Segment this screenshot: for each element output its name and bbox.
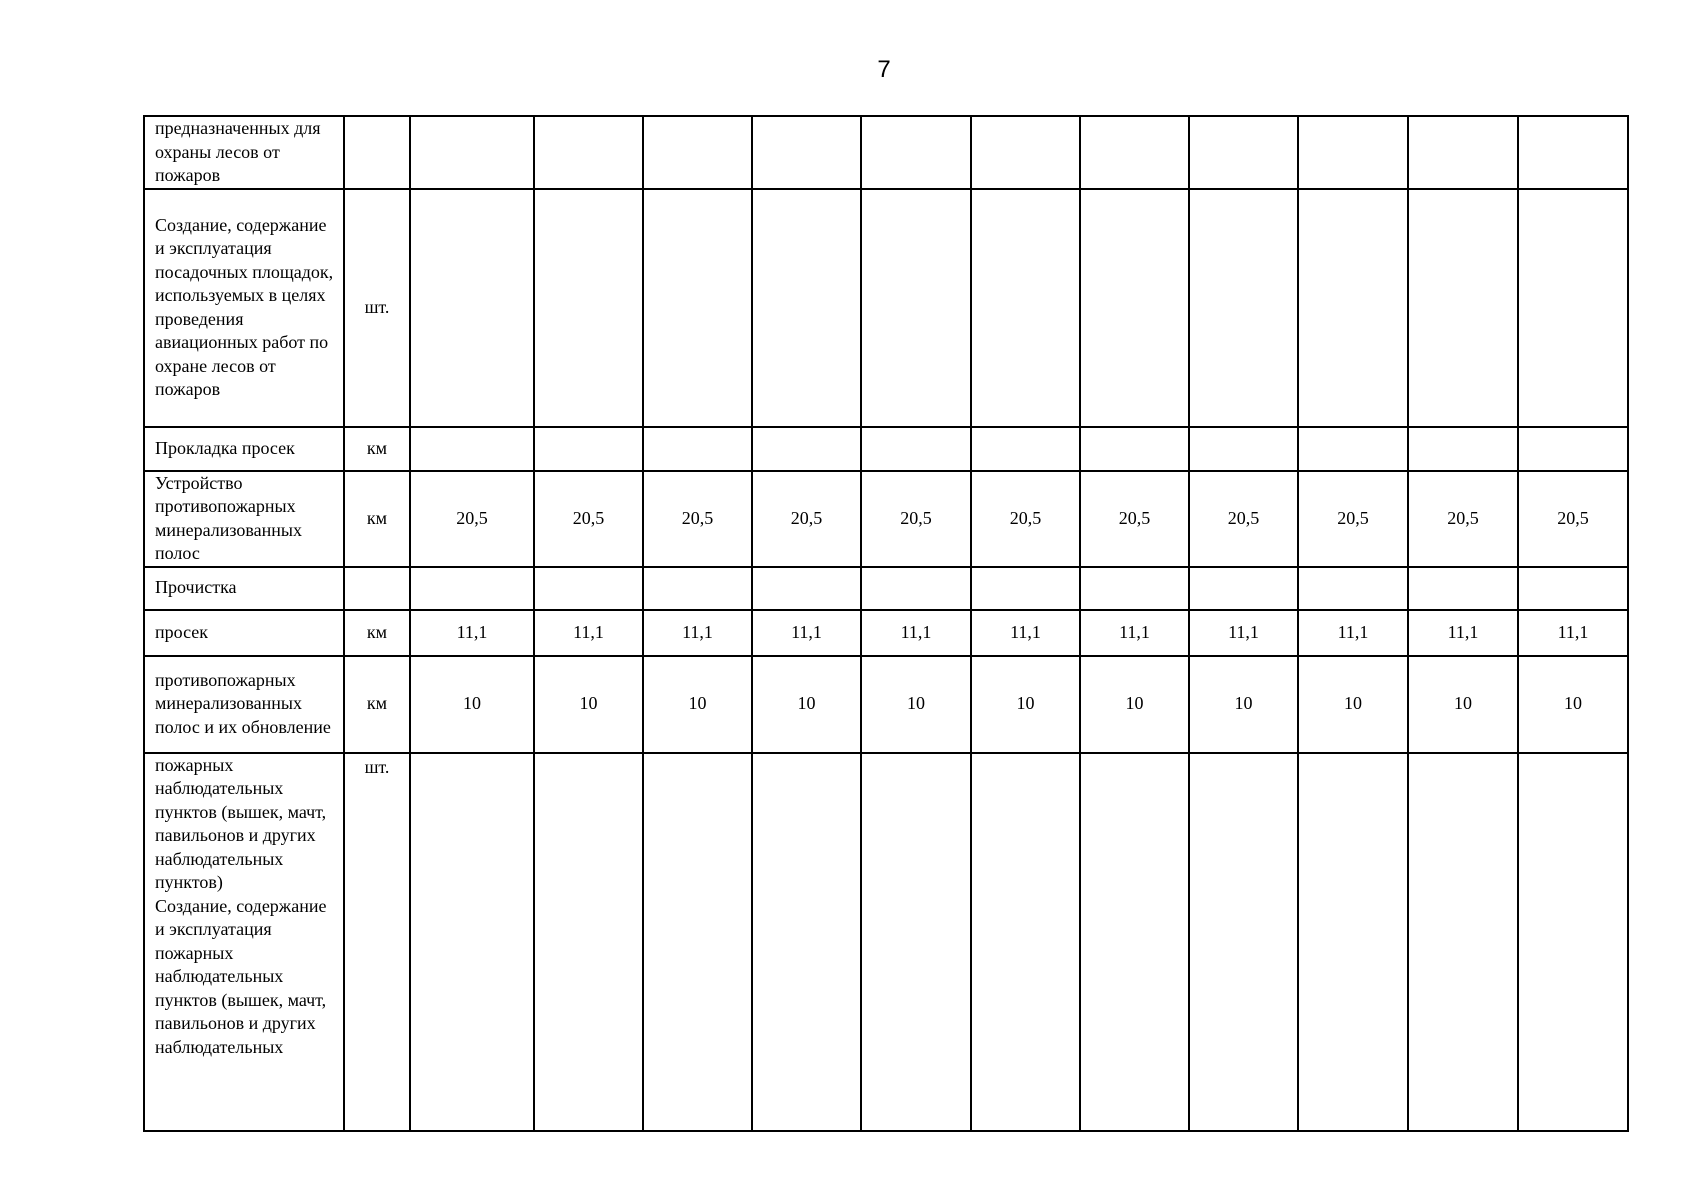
value-cell bbox=[1408, 753, 1518, 1131]
value-cell: 20,5 bbox=[1189, 471, 1298, 567]
value-cell: 10 bbox=[1080, 656, 1189, 753]
table-row bbox=[144, 610, 1628, 656]
value-cell bbox=[752, 567, 861, 610]
value-cell bbox=[971, 189, 1080, 427]
value-cell: 20,5 bbox=[1518, 471, 1628, 567]
table-row bbox=[144, 427, 1628, 471]
value-cell: 20,5 bbox=[1408, 471, 1518, 567]
value-cell bbox=[971, 753, 1080, 1131]
value-cell bbox=[534, 567, 643, 610]
row-name-cell: противопожарных минерализованных полос и их обновление bbox=[144, 656, 344, 753]
row-name-cell: просек bbox=[144, 610, 344, 656]
value-cell bbox=[534, 189, 643, 427]
value-cell bbox=[971, 427, 1080, 471]
value-cell: 10 bbox=[1408, 656, 1518, 753]
value-cell bbox=[1080, 116, 1189, 189]
table-body bbox=[144, 116, 1628, 1131]
value-cell bbox=[1518, 753, 1628, 1131]
value-cell bbox=[752, 189, 861, 427]
value-cell: 11,1 bbox=[410, 610, 534, 656]
row-unit-cell: км bbox=[344, 427, 410, 471]
value-cell bbox=[1189, 116, 1298, 189]
value-cell: 20,5 bbox=[410, 471, 534, 567]
value-cell bbox=[1408, 567, 1518, 610]
value-cell: 20,5 bbox=[1298, 471, 1408, 567]
row-unit-cell bbox=[344, 116, 410, 189]
value-cell bbox=[410, 189, 534, 427]
row-name-cell: Устройство противопожарных минерализованных полос bbox=[144, 471, 344, 567]
row-unit-cell: км bbox=[344, 656, 410, 753]
value-cell: 10 bbox=[410, 656, 534, 753]
value-cell: 20,5 bbox=[861, 471, 971, 567]
value-cell: 11,1 bbox=[861, 610, 971, 656]
value-cell: 10 bbox=[752, 656, 861, 753]
value-cell bbox=[1189, 189, 1298, 427]
value-cell bbox=[643, 567, 752, 610]
value-cell bbox=[1298, 567, 1408, 610]
value-cell: 20,5 bbox=[1080, 471, 1189, 567]
table-row bbox=[144, 189, 1628, 427]
value-cell bbox=[971, 116, 1080, 189]
table-row bbox=[144, 753, 1628, 1131]
value-cell bbox=[1189, 753, 1298, 1131]
value-cell bbox=[1298, 427, 1408, 471]
value-cell bbox=[1080, 567, 1189, 610]
value-cell bbox=[410, 753, 534, 1131]
row-unit-cell: шт. bbox=[344, 189, 410, 427]
value-cell bbox=[1080, 189, 1189, 427]
value-cell bbox=[1298, 189, 1408, 427]
value-cell: 10 bbox=[971, 656, 1080, 753]
value-cell bbox=[410, 427, 534, 471]
report-table bbox=[143, 115, 1629, 1132]
value-cell bbox=[643, 427, 752, 471]
page-number: 7 bbox=[877, 56, 891, 83]
row-name-cell: Прочистка bbox=[144, 567, 344, 610]
value-cell bbox=[1408, 189, 1518, 427]
value-cell bbox=[1518, 427, 1628, 471]
row-name-cell: Прокладка просек bbox=[144, 427, 344, 471]
value-cell bbox=[1298, 116, 1408, 189]
value-cell bbox=[861, 189, 971, 427]
value-cell bbox=[752, 753, 861, 1131]
value-cell: 20,5 bbox=[534, 471, 643, 567]
row-name-cell: предназначенных для охраны лесов от пожаров bbox=[144, 116, 344, 189]
table-row bbox=[144, 471, 1628, 567]
row-unit-cell bbox=[344, 567, 410, 610]
value-cell bbox=[861, 427, 971, 471]
value-cell bbox=[861, 116, 971, 189]
value-cell bbox=[534, 427, 643, 471]
value-cell: 10 bbox=[1298, 656, 1408, 753]
value-cell bbox=[534, 753, 643, 1131]
value-cell bbox=[643, 189, 752, 427]
value-cell bbox=[971, 567, 1080, 610]
value-cell bbox=[1298, 753, 1408, 1131]
row-unit-cell: км bbox=[344, 610, 410, 656]
value-cell bbox=[1518, 567, 1628, 610]
value-cell bbox=[861, 753, 971, 1131]
value-cell: 11,1 bbox=[534, 610, 643, 656]
value-cell: 10 bbox=[1189, 656, 1298, 753]
value-cell: 10 bbox=[643, 656, 752, 753]
value-cell bbox=[1408, 427, 1518, 471]
table-row bbox=[144, 567, 1628, 610]
value-cell bbox=[1518, 189, 1628, 427]
value-cell: 10 bbox=[534, 656, 643, 753]
row-name-cell: Создание, содержание и эксплуатация посадочных площадок, используемых в целях проведения авиационных работ по охране лесов от пожаров bbox=[144, 189, 344, 427]
value-cell bbox=[1408, 116, 1518, 189]
value-cell: 20,5 bbox=[752, 471, 861, 567]
value-cell bbox=[1189, 567, 1298, 610]
value-cell: 20,5 bbox=[643, 471, 752, 567]
value-cell bbox=[1080, 753, 1189, 1131]
value-cell bbox=[1080, 427, 1189, 471]
value-cell: 20,5 bbox=[971, 471, 1080, 567]
value-cell bbox=[1189, 427, 1298, 471]
value-cell bbox=[752, 116, 861, 189]
value-cell bbox=[410, 567, 534, 610]
value-cell bbox=[410, 116, 534, 189]
value-cell: 10 bbox=[1518, 656, 1628, 753]
value-cell bbox=[643, 753, 752, 1131]
table-row bbox=[144, 116, 1628, 189]
value-cell: 10 bbox=[861, 656, 971, 753]
value-cell: 11,1 bbox=[643, 610, 752, 656]
value-cell bbox=[752, 427, 861, 471]
value-cell bbox=[1518, 116, 1628, 189]
table-row bbox=[144, 656, 1628, 753]
row-unit-cell: шт. bbox=[344, 753, 410, 1131]
value-cell bbox=[861, 567, 971, 610]
value-cell: 11,1 bbox=[1298, 610, 1408, 656]
value-cell bbox=[643, 116, 752, 189]
value-cell: 11,1 bbox=[1189, 610, 1298, 656]
value-cell: 11,1 bbox=[971, 610, 1080, 656]
row-name-cell: пожарных наблюдательных пунктов (вышек, мачт, павильонов и других наблюдательных пунктов) Создание, содержание и эксплуатация пожарных наблюдательных пунктов (вышек, мачт, павильонов и других наблюдательных bbox=[144, 753, 344, 1131]
value-cell: 11,1 bbox=[1518, 610, 1628, 656]
value-cell: 11,1 bbox=[752, 610, 861, 656]
value-cell: 11,1 bbox=[1080, 610, 1189, 656]
value-cell: 11,1 bbox=[1408, 610, 1518, 656]
value-cell bbox=[534, 116, 643, 189]
row-unit-cell: км bbox=[344, 471, 410, 567]
